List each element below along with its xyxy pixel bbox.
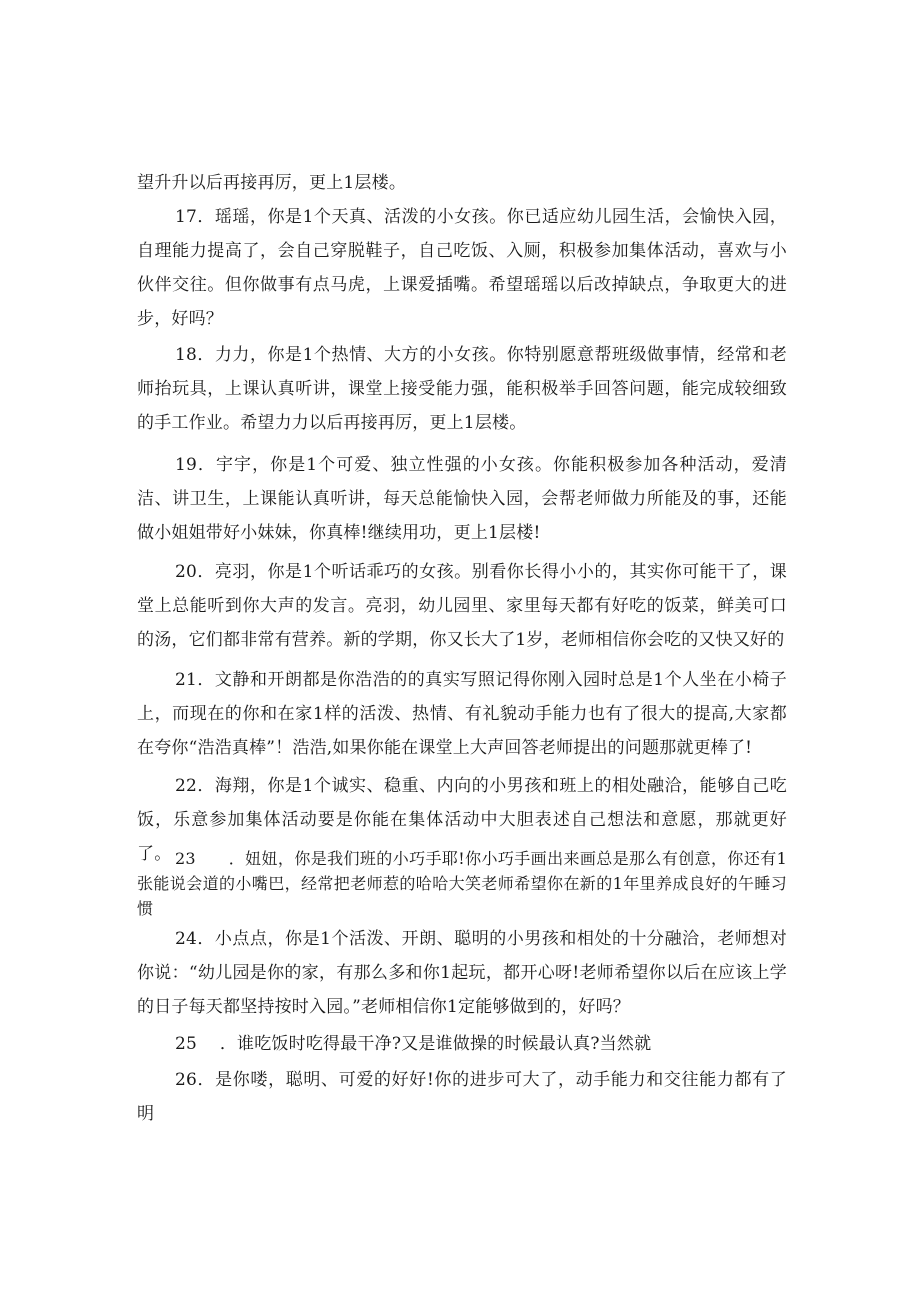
paragraph-22: 22．海翔，你是1个诚实、稳重、内向的小男孩和班上的相处融洽，能够自己吃饭，乐意参加集体活动要是你能在集体活动中大胆表述自己想法和意愿，那就更好了。 — [137, 776, 787, 864]
paragraph-23: 23 ．妞妞，你是我们班的小巧手耶!你小巧手画出来画总是那么有创意，你还有1张能说会道的小嘴巴，经常把老师惹的哈哈大笑老师希望你在新的1年里养成良好的午睡习惯 — [137, 849, 787, 918]
paragraph-24: 24．小点点，你是1个活泼、开朗、聪明的小男孩和相处的十分融洽，老师想对你说：“幼儿园是你的家，有那么多和你1起玩，都开心呀!老师希望你以后在应该上学的日子每天都坚持按时入园。”老师相信你1定能够做到的，好吗？ — [137, 929, 787, 1017]
paragraph-21: 21．文静和开朗都是你浩浩的的真实写照记得你刚入园时总是1个人坐在小椅子上，而现在的你和在家1样的活泼、热情、有礼貌动手能力也有了很大的提高,大家都在夸你“浩浩真棒”！浩浩,如果你能在课堂上大声回答老师提出的问题那就更棒了! — [137, 670, 787, 758]
paragraph-25: 25 ．谁吃饭时吃得最干净?又是谁做操的时候最认真?当然就 — [175, 1034, 652, 1054]
paragraph-19: 19．宇宇，你是1个可爱、独立性强的小女孩。你能积极参加各种活动，爱清洁、讲卫生，上课能认真听讲，每天总能愉快入园，会帮老师做力所能及的事，还能做小姐姐带好小妹妹，你真棒!继续用功，更上1层楼! — [137, 455, 787, 543]
paragraph-18: 18．力力，你是1个热情、大方的小女孩。你特别愿意帮班级做事情，经常和老师抬玩具，上课认真听讲，课堂上接受能力强，能积极举手回答问题，能完成较细致的手工作业。希望力力以后再接再厉，更上1层楼。 — [137, 345, 787, 433]
paragraph-16-tail: 望升升以后再接再厉，更上1层楼。 — [137, 173, 407, 193]
paragraph-17: 17．瑶瑶，你是1个天真、活泼的小女孩。你已适应幼儿园生活，会愉快入园，自理能力提高了，会自己穿脱鞋子，自己吃饭、入厕，积极参加集体活动，喜欢与小伙伴交往。但你做事有点马虎，上课爱插嘴。希望瑶瑶以后改掉缺点，争取更大的进步，好吗？ — [137, 207, 787, 329]
paragraph-20: 20．亮羽，你是1个听话乖巧的女孩。别看你长得小小的，其实你可能干了，课堂上总能听到你大声的发言。亮羽，幼儿园里、家里每天都有好吃的饭菜，鲜美可口的汤，它们都非常有营养。新的学期，你又长大了1岁，老师相信你会吃的又快又好的 — [137, 562, 787, 650]
paragraph-26: 26．是你喽，聪明、可爱的好好!你的进步可大了，动手能力和交往能力都有了明 — [137, 1070, 787, 1124]
